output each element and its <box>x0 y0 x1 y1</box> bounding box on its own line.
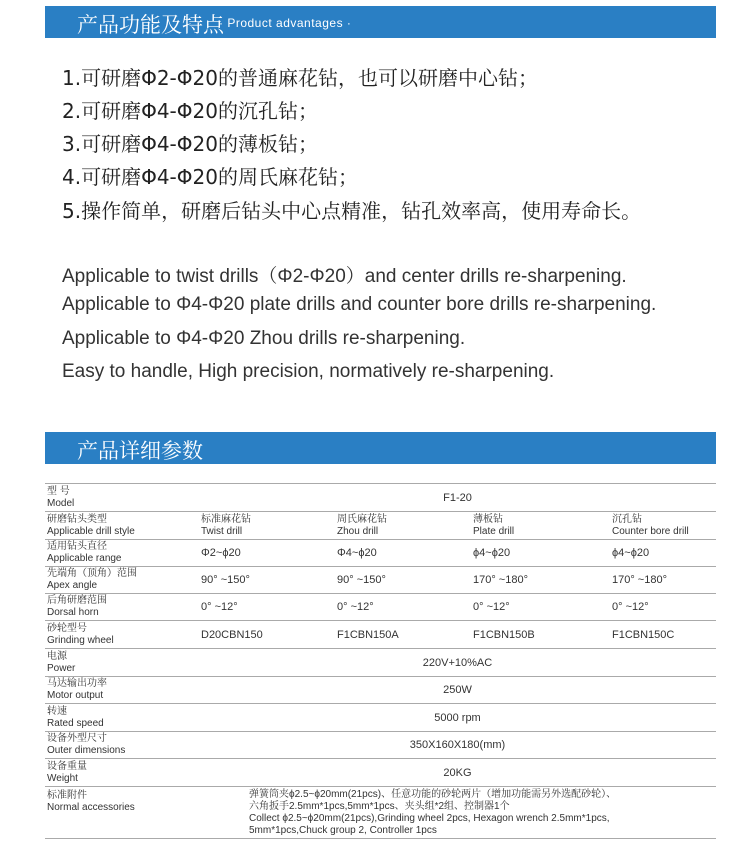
value: 5000 rpm <box>199 704 716 732</box>
value: 0° ~12° <box>610 594 716 621</box>
table-row <box>45 759 716 787</box>
accessory-line: 弹簧筒夹ϕ2.5~ϕ20mm(21pcs)、任意功能的砂轮两片（增加功能需另外选配砂轮）、 <box>249 789 617 800</box>
label-en: Model <box>47 497 75 509</box>
value: 0° ~12° <box>335 594 471 621</box>
label-zh: 标准附件 <box>47 790 87 801</box>
label-zh: 设备外型尺寸 <box>47 733 107 744</box>
table-row <box>45 787 716 839</box>
value: 90° ~150° <box>335 567 471 594</box>
value: 170° ~180° <box>471 567 610 594</box>
section-title-zh: 产品详细参数 <box>77 439 203 463</box>
value: 170° ~180° <box>610 567 716 594</box>
label-en: Applicable range <box>47 553 122 564</box>
value: Twist drill <box>201 525 243 537</box>
value: 220V+10%AC <box>199 649 716 677</box>
table-row <box>45 649 716 677</box>
feature-zh: 5.操作简单，研磨后钻头中心点精准，钻孔效率高，使用寿命长。 <box>62 199 642 223</box>
feature-zh: 3.可研磨Φ4-Φ20的薄板钻； <box>62 132 318 156</box>
label-en: Applicable drill style <box>47 525 135 537</box>
label-zh: 砂轮型号 <box>47 622 87 634</box>
table-row <box>45 512 716 540</box>
accessory-line: 5mm*1pcs,Chuck group 2, Controller 1pcs <box>249 825 437 836</box>
table-row <box>45 621 716 649</box>
section-header-advantages <box>45 6 716 38</box>
label-zh: 适用钻头直径 <box>47 541 107 552</box>
section-title-zh: 产品功能及特点 <box>77 13 224 37</box>
value: 90° ~150° <box>199 567 335 594</box>
feature-en: Applicable to twist drills（Φ2-Φ20）and center drills re-sharpening. <box>62 266 627 287</box>
label-zh: 型 号 <box>47 485 70 497</box>
label-en: Motor output <box>47 690 104 701</box>
value: 0° ~12° <box>471 594 610 621</box>
table-row <box>45 732 716 759</box>
value: D20CBN150 <box>199 621 335 649</box>
label-en: Grinding wheel <box>47 634 114 646</box>
label-zh: 后角研磨范围 <box>47 595 107 606</box>
label-en: Power <box>47 662 76 674</box>
label-en: Apex angle <box>47 580 98 591</box>
value: F1-20 <box>199 484 716 512</box>
value: F1CBN150C <box>610 621 716 649</box>
value: Φ2~ϕ20 <box>199 540 335 567</box>
value: Counter bore drill <box>612 525 689 537</box>
table-row <box>45 677 716 704</box>
label-en: Normal accessories <box>47 802 135 813</box>
section-header-specs <box>45 432 716 464</box>
table-row <box>45 540 716 567</box>
value: ϕ4~ϕ20 <box>610 540 716 567</box>
spec-table <box>45 483 716 839</box>
value: F1CBN150B <box>471 621 610 649</box>
value: 20KG <box>199 759 716 787</box>
value: Plate drill <box>473 525 515 537</box>
accessory-line: 六角扳手2.5mm*1pcs,5mm*1pcs、夹头组*2组、控制器1个 <box>249 801 510 812</box>
table-row <box>45 484 716 512</box>
feature-zh: 2.可研磨Φ4-Φ20的沉孔钻； <box>62 99 318 123</box>
section-title-en: · Product advantages · <box>219 16 352 30</box>
label-en: Weight <box>47 772 78 784</box>
feature-en: Easy to handle, High precision, normatively re-sharpening. <box>62 361 555 382</box>
label-zh: 马达输出功率 <box>47 678 107 689</box>
label-zh: 研磨钻头类型 <box>47 513 107 525</box>
accessory-line: Collect ϕ2.5~ϕ20mm(21pcs),Grinding wheel 2pcs, Hexagon wrench 2.5mm*1pcs, <box>249 813 610 824</box>
label-zh: 先端角（顶角）范围 <box>47 568 137 579</box>
label-zh: 电源 <box>47 650 67 662</box>
table-row <box>45 704 716 732</box>
table-row <box>45 594 716 621</box>
value: 标准麻花钻 <box>201 513 251 525</box>
value: 350X160X180(mm) <box>199 732 716 759</box>
feature-zh: 4.可研磨Φ4-Φ20的周氏麻花钻； <box>62 165 358 189</box>
table-row <box>45 567 716 594</box>
label-en: Dorsal horn <box>47 607 99 618</box>
label-en: Outer dimensions <box>47 745 126 756</box>
label-zh: 设备重量 <box>47 760 87 772</box>
value: ϕ4~ϕ20 <box>471 540 610 567</box>
label-zh: 转速 <box>47 705 67 717</box>
value: 0° ~12° <box>199 594 335 621</box>
label-en: Rated speed <box>47 717 104 729</box>
feature-zh: 1.可研磨Φ2-Φ20的普通麻花钻，也可以研磨中心钻； <box>62 66 538 90</box>
value: 250W <box>199 677 716 704</box>
feature-en: Applicable to Φ4-Φ20 plate drills and counter bore drills re-sharpening. <box>62 294 657 315</box>
value: Zhou drill <box>337 525 379 537</box>
value: 薄板钻 <box>473 513 503 525</box>
feature-en: Applicable to Φ4-Φ20 Zhou drills re-sharpening. <box>62 328 466 349</box>
value: F1CBN150A <box>335 621 471 649</box>
value: 周氏麻花钻 <box>337 513 387 525</box>
value: 沉孔钻 <box>612 513 642 525</box>
value: Φ4~ϕ20 <box>335 540 471 567</box>
